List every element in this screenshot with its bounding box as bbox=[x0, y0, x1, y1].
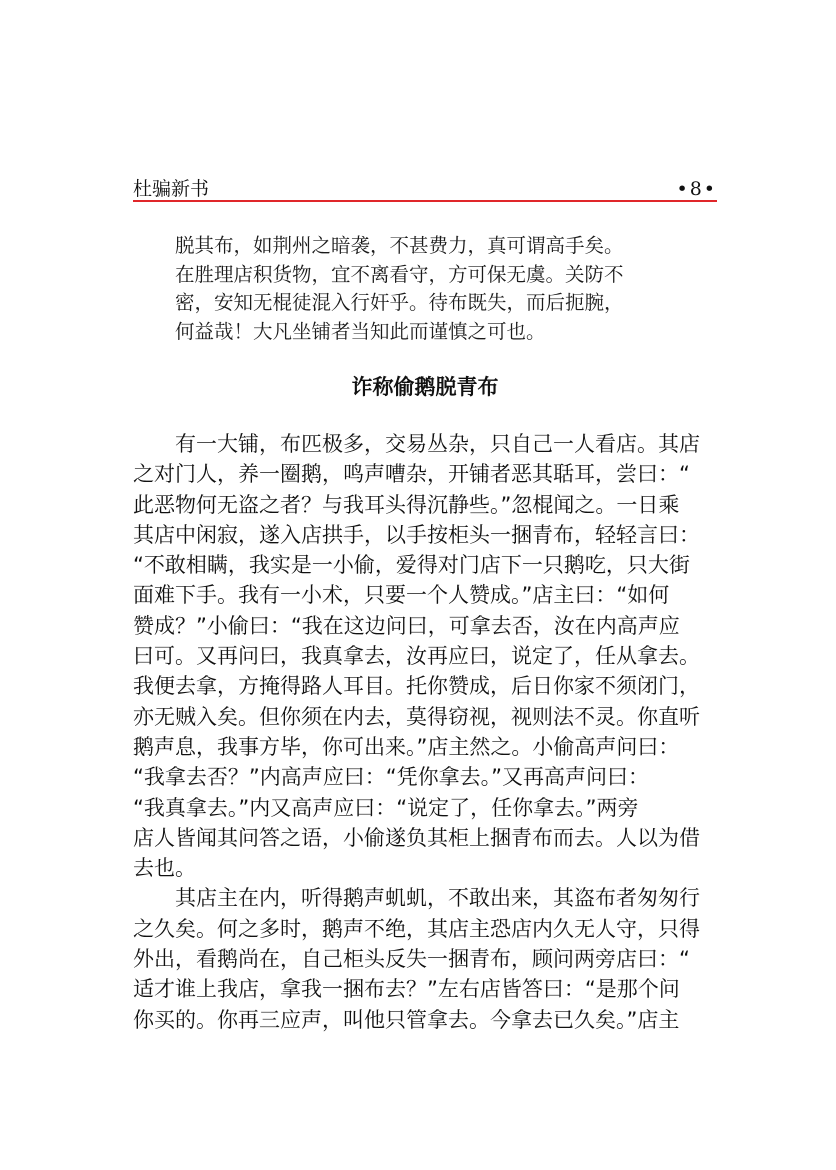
story-line: 我便去拿，方掩得路人耳目。托你赞成，后日你家不须闭门， bbox=[133, 674, 700, 699]
story-line: 鹅声息，我事方毕，你可出来。”店主然之。小偷高声问曰： bbox=[133, 734, 680, 759]
story-line: 去也。 bbox=[133, 856, 196, 881]
story-line: 之久矣。何之多时，鹅声不绝，其店主恐店内久无人守，只得 bbox=[133, 916, 700, 941]
story-line: 有一大铺，布匹极多，交易丛杂，只自己一人看店。其店 bbox=[133, 432, 700, 456]
story-line: 店人皆闻其问答之语，小偷遂负其柜上捆青布而去。人以为借 bbox=[133, 825, 700, 850]
story-line: 面难下手。我有一小术，只要一个人赞成。”店主曰：“如何 bbox=[133, 583, 670, 608]
page-number: •8• bbox=[676, 178, 717, 200]
section-title: 诈称偷鹅脱青布 bbox=[351, 375, 499, 399]
story-line: 其店中闲寂，遂入店拱手，以手按柜头一捆青布，轻轻言曰： bbox=[133, 522, 700, 547]
story-line: 适才谁上我店，拿我一捆布去？”左右店皆答曰：“是那个问 bbox=[133, 977, 680, 1002]
book-title: 杜骗新书 bbox=[133, 178, 210, 200]
running-header bbox=[133, 178, 717, 200]
header-divider bbox=[133, 200, 717, 202]
story-line: 你买的。你再三应声，叫他只管拿去。今拿去已久矣。”店主 bbox=[133, 1007, 680, 1032]
story-line: 之对门人，养一圈鹅，鸣声嘈杂，开铺者恶其聒耳，尝曰：“ bbox=[133, 462, 690, 487]
story-line: 曰可。又再问曰，我真拿去，汝再应曰，说定了，任从拿去。 bbox=[133, 644, 700, 669]
intro-line: 密，安知无棍徒混入行奸乎。待布既失，而后扼腕， bbox=[175, 291, 624, 314]
intro-line: 脱其布，如荆州之暗袭，不甚费力，真可谓高手矣。 bbox=[175, 234, 624, 257]
story-body bbox=[133, 429, 723, 1035]
story-line: “我拿去否？”内高声应曰：“凭你拿去。”又再高声问曰： bbox=[133, 765, 650, 790]
story-line: 外出，看鹅尚在，自己柜头反失一捆青布，顾问两旁店曰：“ bbox=[133, 947, 690, 972]
intro-paragraph bbox=[175, 232, 685, 346]
story-line: “我真拿去。”内又高声应曰：“说定了，任你拿去。”两旁 bbox=[133, 795, 639, 820]
intro-line: 在胜理店积货物，宜不离看守，方可保无虞。关防不 bbox=[175, 262, 624, 286]
story-line: 亦无贼入矣。但你须在内去，莫得窃视，视则法不灵。你直听 bbox=[133, 704, 700, 729]
story-line: 赞成？”小偷曰：“我在这边问曰，可拿去否，汝在内高声应 bbox=[133, 613, 680, 638]
story-line: “不敢相瞒，我实是一小偷，爱得对门店下一只鹅吃，只大街 bbox=[133, 553, 690, 578]
story-line: 其店主在内，听得鹅声虮虮，不敢出来，其盗布者匆匆行 bbox=[133, 886, 700, 911]
intro-line: 何益哉！大凡坐铺者当知此而谨慎之可也。 bbox=[175, 319, 546, 343]
story-line: 此恶物何无盗之者？与我耳头得沉静些。”忽棍闻之。一日乘 bbox=[133, 492, 680, 517]
